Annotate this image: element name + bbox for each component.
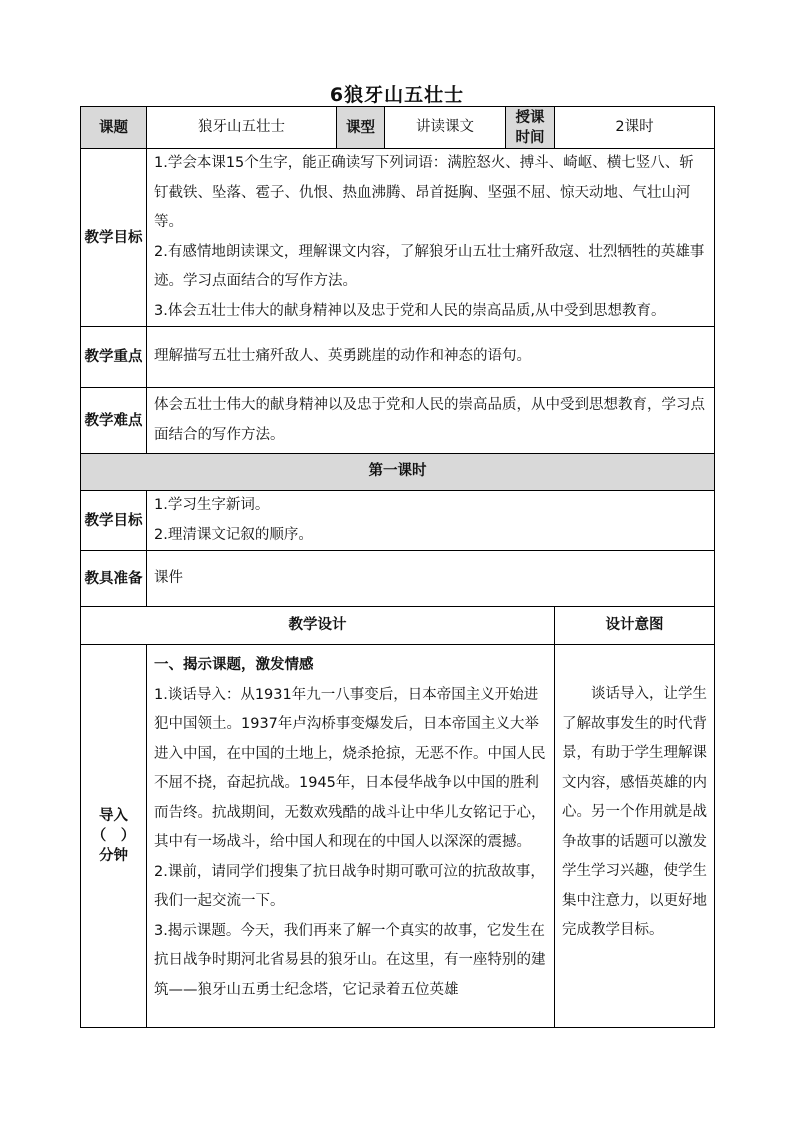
intro-design-content [147,645,555,1028]
goals-label: 教学目标 [81,149,147,327]
difficulty-label: 教学难点 [81,388,147,454]
lesson1-heading-row [81,454,715,491]
hours-label: 授课时间 [506,107,555,149]
lesson1-goals-content [147,491,715,551]
goals-content [147,149,715,327]
goal-item: 2.有感情地朗读课文，理解课文内容，了解狼牙山五壮士痛歼敌寇、壮烈牺牲的英雄事迹。学习点面结合的写作方法。 [154,243,705,289]
goals-row [81,149,715,327]
difficulty-text: 体会五壮士伟大的献身精神以及忠于党和人民的崇高品质，从中受到思想教育，学习点面结合的写作方法。 [147,388,715,454]
intro-intent-content [555,645,715,1028]
design-header-row [81,607,715,645]
focus-text: 理解描写五壮士痛歼敌人、英勇跳崖的动作和神态的语句。 [147,327,715,388]
design-column-header: 教学设计 [81,607,555,645]
design-paragraph: 1.谈话导入：从1931年九一八事变后，日本帝国主义开始进犯中国领土。1937年卢沟桥事变爆发后，日本帝国主义大举进入中国，在中国的土地上，烧杀抢掠，无恶不作。中国人民不屈不挠，奋起抗战。1945年，日本侵华战争以中国的胜利而告终。抗战期间，无数欢残酷的战斗让中华儿女铭记于心，其中有一场战斗，给中国人和现在的中国人以深深的震撼。 [154,686,546,850]
section-title: 一、揭示课题，激发情感 [154,657,314,673]
lesson1-goal-item: 1.学习生字新词。 [154,497,270,513]
lesson1-goals-row [81,491,715,551]
tools-row [81,551,715,607]
intro-label: 导入 （ ） 分钟 [81,645,147,1028]
goal-item: 3.体会五壮士伟大的献身精神以及忠于党和人民的崇高品质,从中受到思想教育。 [154,302,666,319]
lesson1-goal-item: 2.理清课文记叙的顺序。 [154,526,313,543]
goal-item: 1.学会本课15个生字，能正确读写下列词语：满腔怒火、搏斗、崎岖、横七竖八、斩钉截铁、坠落、雹子、仇恨、热血沸腾、昂首挺胸、坚强不屈、惊天动地、气壮山河等。 [154,155,694,230]
design-paragraph: 2.课前，请同学们搜集了抗日战争时期可歌可泣的抗敌故事，我们一起交流一下。 [154,863,545,909]
type-value: 讲读课文 [385,107,506,149]
tools-value: 课件 [147,551,715,607]
topic-label: 课题 [81,107,147,149]
intent-text: 谈话导入，让学生了解故事发生的时代背景，有助于学生理解课文内容，感悟英雄的内心。另一个作用就是战争故事的话题可以激发学生学习兴趣，使学生集中注意力，以更好地完成教学目标。 [562,686,707,938]
difficulty-row [81,388,715,454]
lesson-plan-table [80,106,715,1028]
design-paragraph: 3.揭示课题。今天，我们再来了解一个真实的故事，它发生在抗日战争时期河北省易县的狼牙山。在这里，有一座特别的建筑——狼牙山五勇士纪念塔，它记录着五位英雄 [154,922,546,998]
topic-value: 狼牙山五壮士 [147,107,337,149]
type-label: 课型 [337,107,385,149]
tools-label: 教具准备 [81,551,147,607]
hours-value: 2课时 [555,107,715,149]
lesson1-heading: 第一课时 [81,454,715,491]
intent-column-header: 设计意图 [555,607,715,645]
lesson1-goals-label: 教学目标 [81,491,147,551]
page-title: 6狼牙山五壮士 [329,84,465,106]
intro-row [81,645,715,1028]
focus-label: 教学重点 [81,327,147,388]
header-row [81,107,715,149]
focus-row [81,327,715,388]
